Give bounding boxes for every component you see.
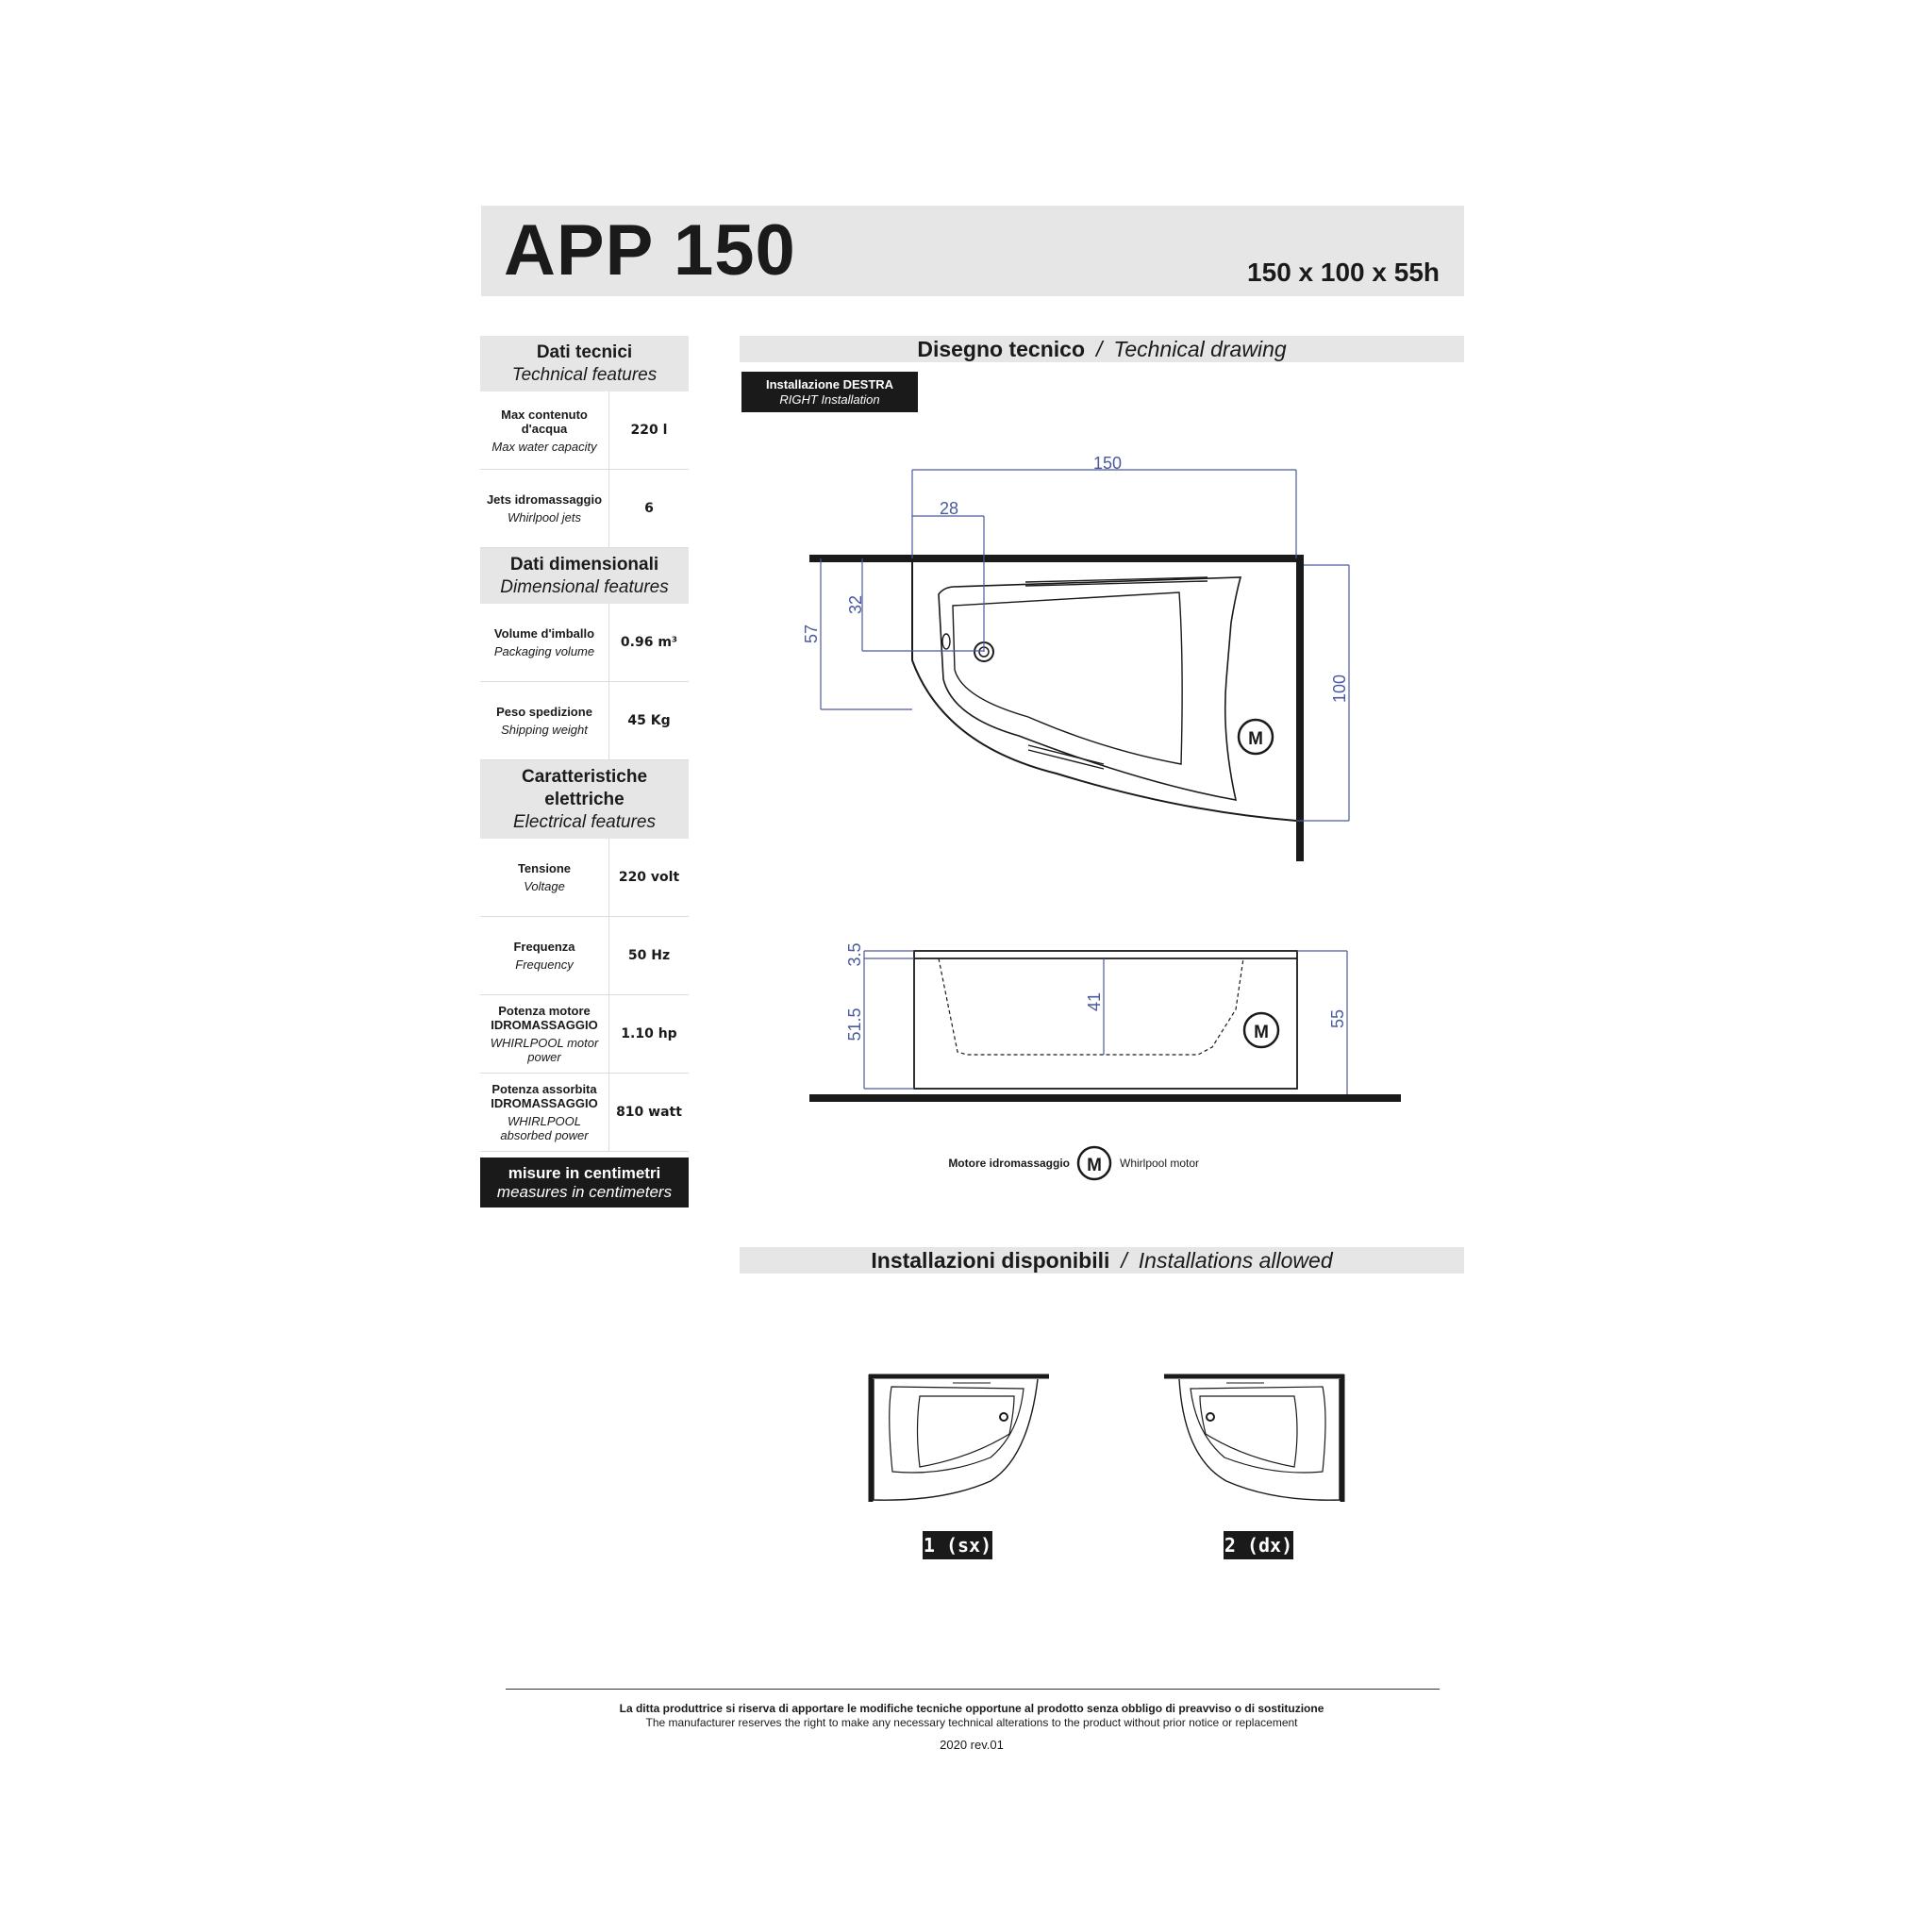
tub-apron xyxy=(914,951,1297,1089)
dim-label-28: 28 xyxy=(939,499,959,518)
install-label: Installazione DESTRA xyxy=(765,377,894,391)
section-subtitle: Dimensional features xyxy=(500,577,669,597)
dim-label-3-5: 3.5 xyxy=(845,942,864,967)
row-value: 220 l xyxy=(630,423,668,438)
motor-symbol-letter: M xyxy=(1087,1156,1102,1175)
units-label: misure in centimetri xyxy=(508,1164,661,1182)
overflow-mark xyxy=(942,634,950,649)
row-label-en: Whirlpool jets xyxy=(507,510,582,525)
dim-label-100: 100 xyxy=(1330,674,1349,704)
section-title: Dati tecnici xyxy=(536,342,633,362)
product-title: APP 150 xyxy=(504,210,796,291)
install-label-en: RIGHT Installation xyxy=(779,392,880,407)
installation-option-1-drawing xyxy=(869,1374,1049,1502)
section-title: Installazioni disponibili xyxy=(871,1248,1110,1273)
product-dimensions: 150 x 100 x 55h xyxy=(1247,258,1440,287)
units-label-en: measures in centimeters xyxy=(496,1183,673,1201)
tub-outline xyxy=(912,558,1296,821)
section-subtitle: Electrical features xyxy=(512,812,656,832)
row-label: Jets idromassaggio xyxy=(486,492,603,507)
installation-option-2-label: 2 (dx) xyxy=(1224,1531,1293,1559)
legend-label-en: Whirlpool motor xyxy=(1120,1157,1200,1170)
side-view xyxy=(809,951,1401,1098)
section-subtitle: Technical drawing xyxy=(1113,337,1287,361)
row-label-en: Voltage xyxy=(524,879,565,893)
footer xyxy=(472,1702,1472,1752)
dimension-lines-top xyxy=(821,470,1349,821)
row-label-en: Shipping weight xyxy=(501,723,588,737)
row-label-en: WHIRLPOOL absorbed power xyxy=(500,1114,589,1142)
footer-divider xyxy=(506,1689,1440,1690)
installation-option-2-drawing xyxy=(1164,1374,1344,1502)
row-label: Max contenuto d'acqua xyxy=(501,407,588,436)
top-view xyxy=(809,555,1304,861)
row-value: 0.96 m³ xyxy=(620,635,678,650)
section-title: Dati dimensionali xyxy=(509,555,659,575)
row-label-en: Packaging volume xyxy=(493,644,595,658)
installations-section-bar xyxy=(740,1247,1464,1274)
section-subtitle: Technical features xyxy=(511,365,658,385)
section-separator: / xyxy=(1096,337,1103,361)
row-value: 220 volt xyxy=(618,870,680,885)
section-separator: / xyxy=(1121,1248,1127,1273)
installation-option-1-label: 1 (sx) xyxy=(923,1531,992,1559)
row-value: 6 xyxy=(644,501,654,516)
dimension-lines-side xyxy=(864,951,1347,1094)
row-label-en: Frequency xyxy=(515,958,574,972)
section-title: Caratteristiche elettriche xyxy=(521,767,648,809)
footer-notice-en: The manufacturer reserves the right to make any necessary technical alterations to the product without prior notice or replacement xyxy=(645,1716,1298,1729)
row-label: Potenza assorbita IDROMASSAGGIO xyxy=(491,1082,598,1110)
row-value: 45 Kg xyxy=(627,713,671,728)
row-label: Frequenza xyxy=(513,940,575,954)
dim-label-51-5: 51.5 xyxy=(845,1008,864,1041)
motor-symbol-letter: M xyxy=(1248,729,1263,749)
legend-label: Motore idromassaggio xyxy=(948,1157,1070,1170)
row-label-en: Max water capacity xyxy=(491,439,597,454)
row-label: Volume d'imballo xyxy=(493,626,595,641)
row-value: 810 watt xyxy=(616,1105,682,1120)
section-subtitle: Installations allowed xyxy=(1138,1248,1333,1273)
row-label-en: WHIRLPOOL motor power xyxy=(490,1036,599,1064)
row-value: 50 Hz xyxy=(627,948,671,963)
section-title: Disegno tecnico xyxy=(917,337,1085,361)
row-label: Tensione xyxy=(517,861,572,875)
dim-label-57: 57 xyxy=(802,624,821,644)
dim-label-32: 32 xyxy=(846,594,865,615)
dim-label-55: 55 xyxy=(1328,1008,1347,1029)
tub-basin xyxy=(953,592,1182,764)
footer-notice: La ditta produttrice si riserva di apportare le modifiche tecniche opportune al prodotto senza obbligo di preavviso o di sostituzione xyxy=(619,1702,1324,1715)
revision-label: 2020 rev.01 xyxy=(940,1738,1004,1752)
dim-label-41: 41 xyxy=(1085,991,1104,1012)
row-label: Peso spedizione xyxy=(496,705,592,719)
dim-label-150: 150 xyxy=(1092,454,1123,473)
armrest-line xyxy=(1028,745,1104,764)
row-label: Potenza motore IDROMASSAGGIO xyxy=(491,1004,598,1032)
motor-symbol-letter: M xyxy=(1254,1023,1269,1042)
row-value: 1.10 hp xyxy=(621,1026,677,1041)
